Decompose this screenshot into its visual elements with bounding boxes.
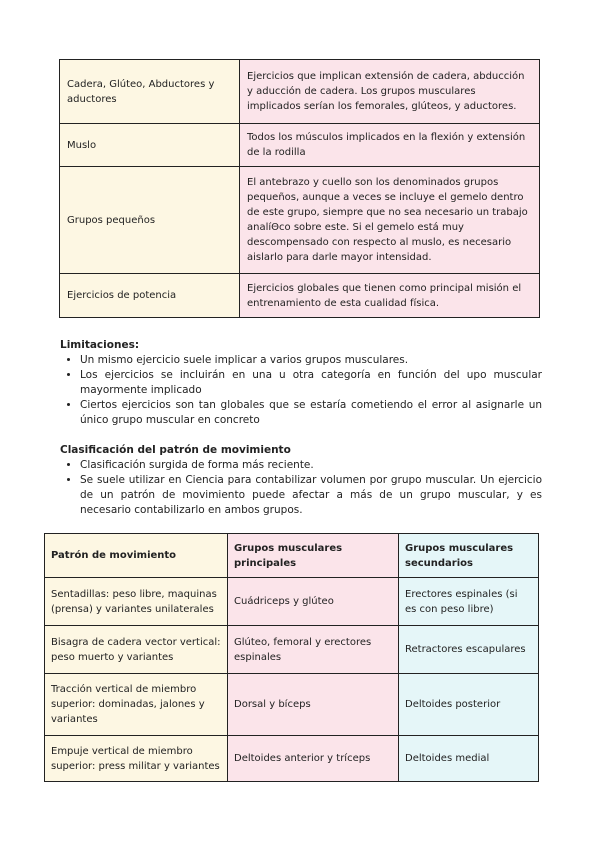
- group-cell: Muslo: [60, 124, 240, 167]
- table-row: [60, 124, 540, 167]
- pattern-cell: Empuje vertical de miembro superior: press militar y variantes: [45, 736, 228, 782]
- secondary-cell: Retractores escapulares: [399, 626, 539, 674]
- clasificacion-section: [60, 443, 542, 518]
- group-cell: Cadera, Glúteo, Abductores y aductores: [60, 60, 240, 124]
- table-row: [45, 674, 539, 736]
- main-cell: Glúteo, femoral y erectores espinales: [228, 626, 399, 674]
- list-item: • Ciertos ejercicios son tan globales que se estaría cometiendo el error al asignarle un único grupo muscular en concreto: [80, 398, 542, 428]
- list-item: • Un mismo ejercicio suele implicar a varios grupos musculares.: [80, 353, 542, 368]
- main-cell: Deltoides anterior y tríceps: [228, 736, 399, 782]
- list-item: • Los ejercicios se incluirán en una u otra categoría en función del upo muscular mayormente implicado: [80, 368, 542, 398]
- muscle-groups-table: [59, 59, 540, 318]
- group-cell: Ejercicios de potencia: [60, 274, 240, 318]
- table-row: [45, 578, 539, 626]
- movement-pattern-table: [44, 533, 539, 782]
- limitaciones-section: [60, 338, 542, 428]
- header-main: Grupos musculares principales: [228, 534, 399, 578]
- header-secondary: Grupos musculares secundarios: [399, 534, 539, 578]
- header-row: [45, 534, 539, 578]
- table-row: [60, 60, 540, 124]
- secondary-cell: Deltoides medial: [399, 736, 539, 782]
- limitaciones-title: Limitaciones:: [60, 339, 140, 351]
- header-pattern: Patrón de movimiento: [45, 534, 228, 578]
- main-cell: Cuádriceps y glúteo: [228, 578, 399, 626]
- table-row: [60, 274, 540, 318]
- pattern-cell: Tracción vertical de miembro superior: dominadas, jalones y variantes: [45, 674, 228, 736]
- description-cell: Ejercicios globales que tienen como principal misión el entrenamiento de esta cualidad física.: [240, 274, 540, 318]
- description-cell: El antebrazo y cuello son los denominados grupos pequeños, aunque a veces se incluye el gemelo dentro de este grupo, siempre que no sea necesario un trabajo analíΘco sobre este. Si el gemelo está muy descompensado con respecto al muslo, es necesario aislarlo para darle mayor intensidad.: [240, 167, 540, 274]
- secondary-cell: Deltoides posterior: [399, 674, 539, 736]
- table-row: [60, 167, 540, 274]
- list-item: • Clasificación surgida de forma más reciente.: [80, 458, 542, 473]
- group-cell: Grupos pequeños: [60, 167, 240, 274]
- list-item: • Se suele utilizar en Ciencia para contabilizar volumen por grupo muscular. Un ejercicio de un patrón de movimiento puede afectar a más de un grupo muscular, y es necesario contabilizarlo en ambos grupos.: [80, 473, 542, 518]
- table-row: [45, 736, 539, 782]
- pattern-cell: Bisagra de cadera vector vertical: peso muerto y variantes: [45, 626, 228, 674]
- main-cell: Dorsal y bíceps: [228, 674, 399, 736]
- clasificacion-title: Clasificación del patrón de movimiento: [60, 444, 291, 456]
- limitaciones-list: [60, 353, 542, 428]
- secondary-cell: Erectores espinales (si es con peso libre): [399, 578, 539, 626]
- pattern-cell: Sentadillas: peso libre, maquinas (prensa) y variantes unilaterales: [45, 578, 228, 626]
- description-cell: Todos los músculos implicados en la flexión y extensión de la rodilla: [240, 124, 540, 167]
- description-cell: Ejercicios que implican extensión de cadera, abducción y aducción de cadera. Los grupos musculares implicados serían los femorales, glúteos, y aductores.: [240, 60, 540, 124]
- table-row: [45, 626, 539, 674]
- clasificacion-list: [60, 458, 542, 518]
